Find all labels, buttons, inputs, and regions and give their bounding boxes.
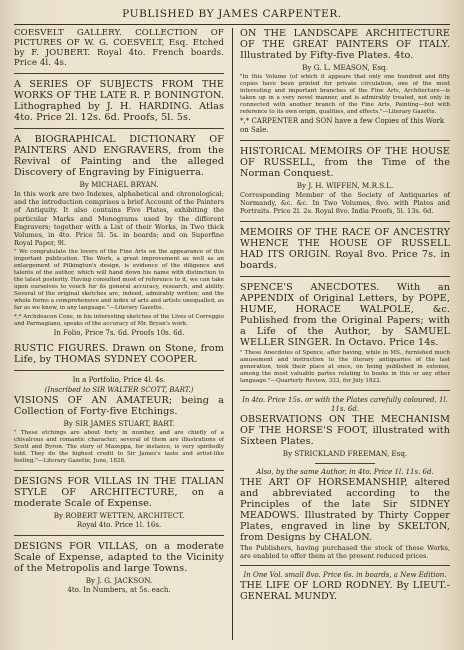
page-header: PUBLISHED BY JAMES CARPENTER. (122, 8, 342, 20)
entry-dedication: (Inscribed to SIR WALTER SCOTT, BART.) (44, 386, 194, 395)
entry-title: DESIGNS FOR VILLAS, on a moderate Scale of Expense, adapted to the Vicinity of the Metropolis and large Towns. (14, 541, 224, 575)
entry-note: *,* CARPENTER and SON have a few Copies of this Work on Sale. (240, 117, 445, 134)
entry-body: Corresponding Member of the Society of Antiquaries of Normandy, &c. &c. In Two Volumes, 8vo. with Plates and Portraits. Price 2l. 2s. Royal 8vo. India Proofs, 5l. 13s. 6d. (240, 191, 450, 216)
entry-title: A SERIES OF SUBJECTS FROM THE WORKS OF THE LATE R. P. BONINGTON. Lithographed by J. H. HARDING. Atlas 4to. Price 2l. 12s. 6d. Proofs, 5l. 5s. (14, 79, 224, 123)
column-divider (232, 28, 233, 640)
entry-byline: By MICHAEL BRYAN. (79, 180, 159, 189)
entry-byline: By ROBERT WETTEN, ARCHITECT. (53, 511, 185, 521)
separator (315, 463, 375, 464)
entry-title: DESIGNS FOR VILLAS IN THE ITALIAN STYLE OF ARCHITECTURE, on a moderate Scale of Expense. (14, 476, 224, 510)
entry-title: ON THE LANDSCAPE ARCHITECTURE OF THE GREAT PAINTERS OF ITALY. Illustrated by Fifty-five Plates. 4to. (240, 28, 450, 61)
separator (240, 565, 450, 566)
entry-byline: By G. L. MEASON, Esq. (302, 63, 388, 72)
entry-body: The Publishers, having purchased the stock of these Works, are enabled to offer them at the present reduced prices. (240, 543, 450, 560)
entry-price: In a Portfolio, Price 4l. 4s. (72, 376, 166, 385)
entry-byline: By J. H. WIFFEN, M.R.S.L. (296, 181, 394, 190)
entry-title: THE LIFE OF LORD RODNEY. By LIEUT.-GENERAL MUNDY. (240, 580, 450, 603)
entry-bonington (14, 79, 224, 123)
entry-horses-foot (240, 396, 450, 458)
entry-title: VISIONS OF AN AMATEUR; being a Collection of Forty-five Etchings. (14, 395, 224, 418)
entry-title: SPENCE'S ANECDOTES. With an APPENDIX of Original Letters, by POPE, HUME, HORACE WALPOLE, &c. Published from the Original Papers; with a Life of the Author, by SAMUEL WELLER SINGER. In Octavo. Price 14s. (240, 281, 450, 348)
entry-villas-italian (14, 476, 224, 530)
entry-bryan-dictionary (14, 134, 224, 338)
entry-lord-rodney (240, 571, 450, 602)
left-column (14, 28, 224, 600)
entry-villas-jackson (14, 541, 224, 595)
entry-byline: By J. G. JACKSON. (85, 576, 153, 586)
separator (14, 370, 224, 371)
entry-title: MEMOIRS OF THE RACE OF ANCESTRY WHENCE THE HOUSE OF RUSSELL HAD ITS ORIGIN. Royal 8vo. Price 7s. in boards. (240, 226, 450, 271)
separator (14, 470, 224, 471)
entry-price: In 4to. Price 15s. or with the Plates carefully coloured, 1l. 11s. 6d. (242, 395, 448, 413)
entry-review: " These Anecdotes of Spence, after having, while in MS., furnished much amusement and instruction to the literary antiquaries of the last generation, took their place at once, on being published in extenso, among the most valuable partes relating to books in this or any other language."—Quarterly Review, 333, for July 1822. (240, 349, 450, 384)
entry-byline: By STRICKLAND FREEMAN, Esq. (282, 448, 408, 458)
entry-body: In this work are two Indexes, alphabetical and chronological; and the introduction comprises a brief Account of the Painters of Antiquity. It also contains Five Plates, exhibiting the particular Marks and Monograms used by the different Engravers; together with a List of their Works, in Two thick Volumes, in 4to. Price 5l. 5s. in boards; and on Superfine Royal Paper, 9l. (14, 190, 224, 248)
separator (240, 140, 450, 141)
entry-title: COESVELT GALLERY. COLLECTION OF PICTURES OF W. G. COESVELT, Esq. Etched by F. JOUBERT. Royal 4to. French boards. Price 4l. 4s. (14, 28, 224, 68)
separator (14, 128, 224, 129)
entry-price: 4to. In Numbers, at 5s. each. (67, 586, 171, 595)
entry-price: Also, by the same Author, in 4to. Price 1l. 11s. 6d. (256, 467, 434, 476)
entry-review: " We congratulate the lovers of the Fine Arts on the appearance of this important publication. The Work, a great improvement as well as an enlargement of Pilkington's design, is evidence of the diligence and talents of the author, which will hand down his name with distinction to the latest posterity. Having consulted most of reference to it, we can take upon ourselves to vouch for its general accuracy, research, and ability. Several of the original sketches are, indeed, admirably written; and the whole forms a comprehensive and index of arts and artists unequalled, as far as we know, in any language."—Literary Gazette. (14, 249, 224, 312)
entry-title: RUSTIC FIGURES. Drawn on Stone, from Life, by THOMAS SYDNEY COOPER. (14, 343, 224, 366)
entry-visions-amateur (14, 376, 224, 465)
entry-byline: By SIR JAMES STUART, BART. (63, 419, 175, 429)
entry-house-russell (240, 146, 450, 216)
entry-review: " These etchings are about forty in number, and are chiefly of a chivalrous and romantic character; several of them are illustrations of Scott and Byron. The story of Mazeppa, for instance, is very spiritedly told. They do the highest credit to Sir James's taste and artist-like feeling."—Literary Gazette, June, 1828. (14, 430, 224, 465)
entry-title: THE ART OF HORSEMANSHIP, altered and abbreviated according to the Principles of the late Sir SIDNEY MEADOWS. Illustrated by Thirty Copper Plates, engraved in line by SKELTON, from Designs by CHALON. (240, 476, 450, 543)
right-column (240, 28, 450, 607)
entry-price: In One Vol. small 8vo. Price 6s. in boards, a New Edition. (243, 571, 447, 580)
separator (240, 276, 450, 277)
entry-title: A BIOGRAPHICAL DICTIONARY OF PAINTERS AND ENGRAVERS, from the Revival of Painting and the alleged Discovery of Engraving by Finiguerra. (14, 134, 224, 178)
separator (240, 390, 450, 391)
entry-landscape-architecture (240, 28, 450, 135)
entry-note: *,* Archdeacon Coxe, in his interesting sketches of the Lives of Correggio and Parmagiano, speaks of the accuracy of Mr. Bryan's work. (14, 314, 224, 328)
entry-review: "In this Volume (of which it appears that only one hundred and fifty copies have been printed for private circulation, one of the most interesting and important branches of the Fine Arts, Architecture—is taken up in a very novel manner, and is admirably treated, not only in connected with another branch of the Fine Arts, Painting—but with reference to its own origin, qualities, and effects."—Literary Gazette. (240, 74, 450, 115)
separator (14, 535, 224, 536)
entry-title: HISTORICAL MEMOIRS OF THE HOUSE OF RUSSELL, from the Time of the Norman Conquest. (240, 146, 450, 179)
entry-title: OBSERVATIONS ON THE MECHANISM OF THE HORSE'S FOOT, illustrated with Sixteen Plates. (240, 413, 450, 447)
entry-rustic-figures (14, 343, 224, 365)
entry-horsemanship (240, 468, 450, 560)
entry-coesvelt (14, 28, 224, 68)
separator (240, 221, 450, 222)
entry-price: Royal 4to. Price 1l. 16s. (76, 521, 162, 530)
entry-price: In Folio, Price 7s. 6d. Proofs 10s. 6d. (53, 329, 185, 338)
entry-spence-anecdotes (240, 282, 450, 385)
entry-race-ancestry (240, 227, 450, 271)
separator (14, 73, 224, 74)
top-rule (14, 24, 450, 25)
